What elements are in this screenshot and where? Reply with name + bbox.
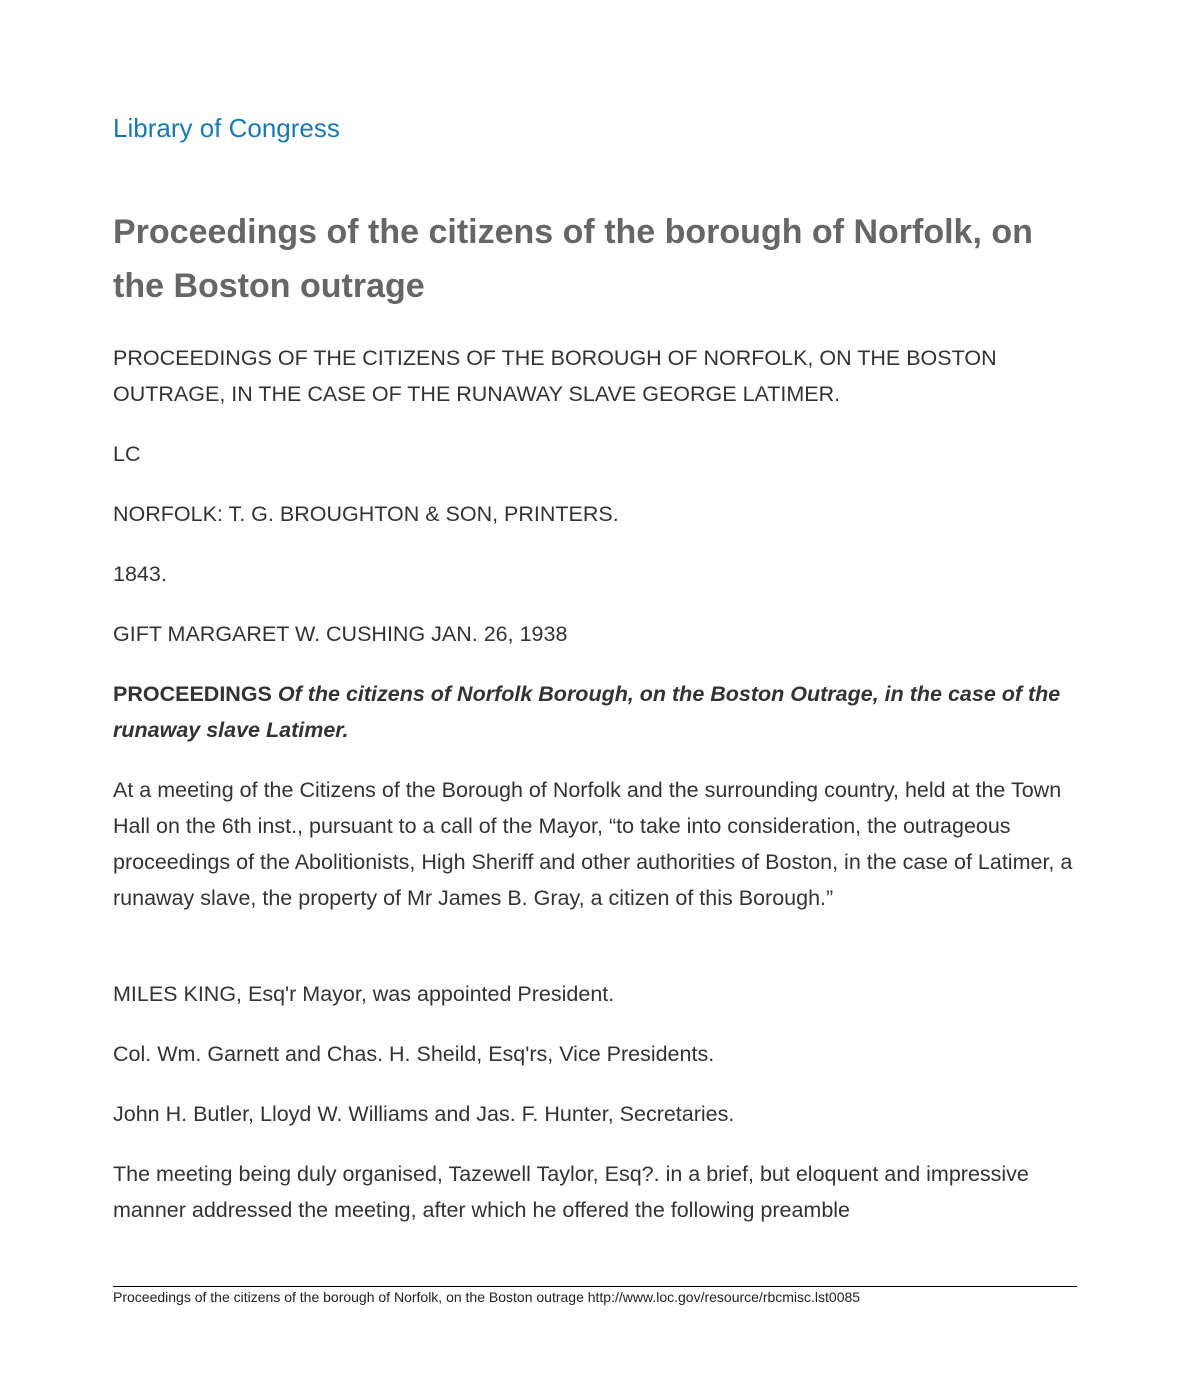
footer-citation: Proceedings of the citizens of the borough of Norfolk, on the Boston outrage http://www.loc.gov/resource/rbcmisc.lst0085: [113, 1289, 861, 1305]
footer-divider: [113, 1286, 1077, 1287]
secretaries-paragraph: John H. Butler, Lloyd W. Williams and Jas. F. Hunter, Secretaries.: [113, 1102, 735, 1126]
proceedings-paragraph: [113, 676, 1077, 748]
proceedings-bold-label: PROCEEDINGS: [113, 682, 272, 706]
proceedings-italic-subtitle: Of the citizens of Norfolk Borough, on the Boston Outrage, in the case of the runaway slave Latimer.: [113, 682, 1061, 742]
page-title: Proceedings of the citizens of the borough of Norfolk, on the Boston outrage: [113, 213, 1033, 305]
meeting-paragraph: At a meeting of the Citizens of the Borough of Norfolk and the surrounding country, held at the Town Hall on the 6th inst., pursuant to a call of the Mayor, “to take into consideration, the outrageous proceedings of the Abolitionists, High Sheriff and other authorities of Boston, in the case of Latimer, a runaway slave, the property of Mr James B. Gray, a citizen of this Borough.”: [113, 778, 1073, 910]
library-of-congress-link[interactable]: Library of Congress: [113, 113, 340, 143]
vice-presidents-paragraph: Col. Wm. Garnett and Chas. H. Sheild, Esq'rs, Vice Presidents.: [113, 1042, 715, 1066]
caps-heading-paragraph: PROCEEDINGS OF THE CITIZENS OF THE BOROUGH OF NORFOLK, ON THE BOSTON OUTRAGE, IN THE CASE OF THE RUNAWAY SLAVE GEORGE LATIMER.: [113, 346, 997, 406]
lc-paragraph: LC: [113, 442, 141, 466]
gift-paragraph: GIFT MARGARET W. CUSHING JAN. 26, 1938: [113, 622, 568, 646]
year-paragraph: 1843.: [113, 562, 167, 586]
printer-paragraph: NORFOLK: T. G. BROUGHTON & SON, PRINTERS.: [113, 502, 619, 526]
president-paragraph: MILES KING, Esq'r Mayor, was appointed President.: [113, 982, 615, 1006]
organised-paragraph: The meeting being duly organised, Tazewell Taylor, Esq?. in a brief, but eloquent and impressive manner addressed the meeting, after which he offered the following preamble: [113, 1162, 1029, 1222]
